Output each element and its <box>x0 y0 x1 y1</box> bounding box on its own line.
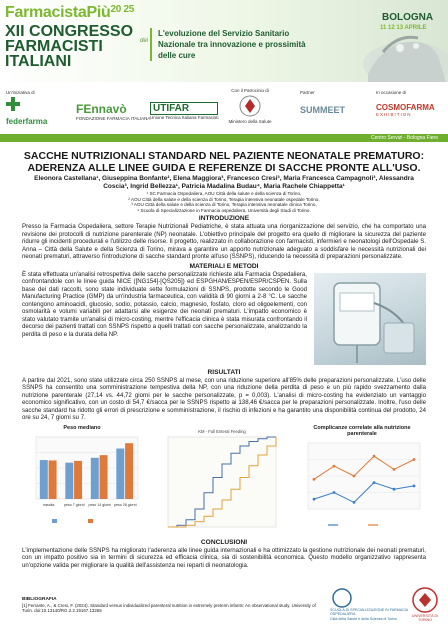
dates-label: 11 12 13 APRILE <box>380 25 427 31</box>
bib-heading: BIBLIOGRAFIA <box>22 597 57 602</box>
citta-salute-text: Città della Salute e della Scienza di Torino <box>330 616 398 621</box>
nutrition-bag-photo <box>314 273 426 365</box>
bar <box>65 463 73 499</box>
chart-peso-mediano <box>22 425 142 537</box>
poster-authors: Eleonora Castellana¹, Giuseppina Bonfante², Elena Maggiora³, Francesco Cresi³, Maria Francesca Campagnoli³, Alessandra Coscia³, Ingrid Bellezza¹, Patricia Madalina Budau⁴, Maria Rachele Chiappetta¹ <box>34 175 414 190</box>
ministero-caption: Ministero della Salute <box>228 119 272 124</box>
results-charts <box>22 425 426 537</box>
bar <box>74 461 82 499</box>
affiliations <box>22 191 426 213</box>
conclusions-text: L'implementazione delle SSNPS ha migliorato l'aderenza alle linee guida internazionali e ha ottimizzato la gestione nutrizionale dei neonati prematuri, con un impatto positivo sia in termini di sicurezza ed efficacia clinica, sia di sostenibilità economica. Questo modello organizzativo rappresenta un'opzione valida per migliorare la qualità dell'assistenza nei reparti di neonatologia. <box>22 546 426 569</box>
methods-text: È stata effettuata un'analisi retrospettiva delle sacche personalizzate richieste alla Farmacia Ospedaliera, confrontandole con le linee guida NICE ([NG154]-[QS205]) ed ESPGHAN/ESPEN/ESPR/CSPEN. Sulla base dei dati raccolti, sono state individuate sette formulazioni di SSNPS, prodotte secondo le Good Manufacturing Practice (GMP) da un'industria farmaceutica, con validità di 90 giorni a 2-8 °C. Le sacche contengono aminoacidi, glucosio, sodio, potassio, calcio, magnesio, fosfato, cloro ed oligoelementi, con osmolarità e volumi variabili per adattarsi alle esigenze dei neonati prematuri. L'impatto economico è stato valutato tramite un'analisi di micro-costing, mentre l'efficacia clinica è stata misurata confrontando il decorso dei pazienti trattati con SSNPS rispetto a quelli trattati con sacche personalizzate, analizzando la perdita di peso e la durata della NP. <box>22 270 307 338</box>
bar <box>49 460 57 499</box>
km-chart-svg <box>162 425 282 537</box>
cosmofarma-logo <box>376 90 435 117</box>
fenagifar-caption: FONDAZIONE FARMACIA ITALIANA <box>76 116 151 121</box>
results-text: A partire dal 2021, sono state utilizzate circa 250 SSNPS al mese, con una riduzione superiore all'85% delle preparazioni personalizzate. L'uso delle SSNPS ha consentito una somministrazione tempestiva della NP, con una riduzione della perdita di peso e un più rapido svezzamento dalla nutrizione parenterale (27,14 vs. 44,72 giorni per le sacche personalizzate, p = 0,003). L'analisi di micro-costing ha evidenziato un vantaggio economico significativo, con un costo di 54,7 €/sacca per le SSNPS rispetto ai 138,46 €/sacca per le preparazioni personalizzate. Inoltre, l'uso delle sacche standard ha ridotto gli errori di prescrizione e somministrazione, il rischio di infezioni e ha garantito una disponibilità continua del prodotto, 24 ore su 24, 7 giorni su 7. <box>22 376 426 422</box>
utifar-text: UTIFAR <box>150 102 218 115</box>
occasione-caption: In occasione di <box>376 90 407 95</box>
data-point <box>413 484 416 487</box>
data-point <box>313 498 316 501</box>
poster-title: SACCHE NUTRIZIONALI STANDARD NEL PAZIENTE NEONATALE PREMATURO: ADERENZA ALLE LINEE GUIDA E REFERENZE DI SACCHE PRONTE ALL'USO. <box>23 150 425 174</box>
chart-title: Peso mediano <box>63 424 101 431</box>
bib-entry: [1] Ferrante, A., & Cresi, F. (2024). Standard versus individualized parenteral nutrition in extremely preterm infants: An observational study. University of Turin. doi:10.13140/RG.2.2.19167.13265 <box>22 602 316 614</box>
affiliation-line: ² AOU Città della salute e della scienza di Torino, Terapia intensiva neonatale ospedale Torino, <box>128 196 320 202</box>
congress-subtitle: L'evoluzione del Servizio Sanitario Nazionale tra innovazione e prossimità delle cure <box>150 28 325 61</box>
summeet-text: SUMMEET <box>300 105 345 115</box>
data-point <box>373 481 376 484</box>
legend-swatch <box>88 519 93 523</box>
bibliography <box>22 596 322 614</box>
venue-text: Centro Servizi - Bologna Fiere <box>371 135 438 141</box>
bar <box>116 448 124 498</box>
federfarma-text: federfarma <box>6 117 48 126</box>
data-point <box>373 455 376 458</box>
methods-section <box>22 271 426 367</box>
partner-caption: Partner <box>300 90 315 95</box>
legend-swatch <box>52 519 57 523</box>
fenagifar-text: FEnnavò <box>76 102 127 116</box>
affiliation-line: ³ AOU Città della salute e della scienza di Torino, Terapia intensiva neonatale clinica Torino, <box>131 202 317 208</box>
fenagifar-logo <box>76 102 150 121</box>
line-chart-svg <box>298 437 426 537</box>
unito-text: UNIVERSITÀ DI TORINO <box>411 614 439 623</box>
data-point <box>313 478 316 481</box>
data-point <box>353 501 356 504</box>
cosmofarma-caption: EXHIBITION <box>376 112 412 117</box>
footer-scuola <box>330 608 410 621</box>
chart-title: KM - Full Enteral Feeding <box>198 428 246 434</box>
scuola-text: SCUOLA DI SPECIALIZZAZIONE IN FARMACIA OSPEDALIERA <box>330 608 408 617</box>
data-point <box>353 474 356 477</box>
chart-title: Complicanze correlate alla nutrizione parenterale <box>313 424 411 437</box>
data-point <box>333 491 336 494</box>
utifar-caption: Unione Tecnica Italiana Farmacisti <box>150 115 219 120</box>
footer-logos <box>330 584 440 624</box>
ministero-logo <box>228 88 272 124</box>
cosmofarma-text: COSMOFARMA <box>376 103 435 112</box>
patrocinio-caption: Con il Patrocinio di <box>231 88 269 93</box>
bar <box>125 443 133 499</box>
poster-content <box>22 150 426 569</box>
venue-bar <box>0 134 448 142</box>
iniziativa-caption: Un'iniziativa di <box>6 90 35 95</box>
results-heading: RISULTATI <box>207 368 241 376</box>
intro-text: Presso la Farmacia Ospedaliera, settore Terapie Nutrizionali Pediatriche, è stata attuata una riorganizzazione del servizio, che ha comportato una revisione dei protocolli di nutrizione parenterale (NP) neonatale. L'obiettivo principale del progetto era quello di migliorare la sicurezza del paziente ridurre gli incidenti procedurali e l'utilizzo delle risorse. Il progetto, realizzato in collaborazione con farmacisti, infermieri e neonatologi dell'Ospedale S. Anna – Città della Salute e della Scienza di Torino, mirava a garantire un apporto nutrizionale adeguato a soddisfare le necessità nutrizionali dei neonati prematuri, attraverso l'introduzione di sacche standard pronte all'uso (SSNPS), riducendo la necessità di preparazioni personalizzate. <box>22 223 426 261</box>
brand-name <box>5 4 134 22</box>
utifar-logo <box>150 102 218 120</box>
dei-text: dei <box>140 38 149 44</box>
bar <box>91 458 99 499</box>
bar <box>40 460 48 499</box>
data-point <box>393 488 396 491</box>
city-label: BOLOGNA <box>382 12 434 23</box>
chart-complicanze <box>298 425 426 537</box>
data-point <box>333 465 336 468</box>
affiliation-line: ¹ SC Farmacia Ospedaliera, AOU Città della salute e della scienza di Torino, <box>146 191 302 196</box>
intro-heading: INTRODUZIONE <box>198 215 250 223</box>
x-tick-label: peso 28 giorni <box>113 502 137 507</box>
federfarma-logo <box>6 90 47 129</box>
summeet-logo <box>300 90 345 115</box>
brand-year: 20 25 <box>110 4 135 15</box>
conclusions-heading: CONCLUSIONI <box>200 538 248 546</box>
bar-chart-svg <box>22 431 142 531</box>
x-tick-label: nascita <box>43 502 55 507</box>
congress-title: XII CONGRESSO FARMACISTI ITALIANI <box>5 23 134 70</box>
affiliation-line: ⁴ Scuola di Specializzazione in Farmacia ospedaliera, Università degli Studi di Torino. <box>137 207 311 213</box>
chart-km-feeding <box>162 425 282 537</box>
x-tick-label: peso 7 giorni <box>63 502 85 507</box>
iv-bag-image <box>314 273 426 365</box>
federfarma-cross-icon <box>6 97 20 111</box>
plot-area <box>168 437 276 527</box>
data-point <box>413 458 416 461</box>
methods-heading: MATERIALI E METODI <box>189 262 259 270</box>
bar <box>100 455 108 499</box>
data-point <box>393 468 396 471</box>
x-tick-label: peso 14 giorni <box>88 502 112 507</box>
sponsor-logos <box>0 82 448 134</box>
congress-header <box>0 0 448 82</box>
ministero-emblem-icon <box>239 95 261 117</box>
brand-text: FarmacistaPiù <box>5 4 111 21</box>
